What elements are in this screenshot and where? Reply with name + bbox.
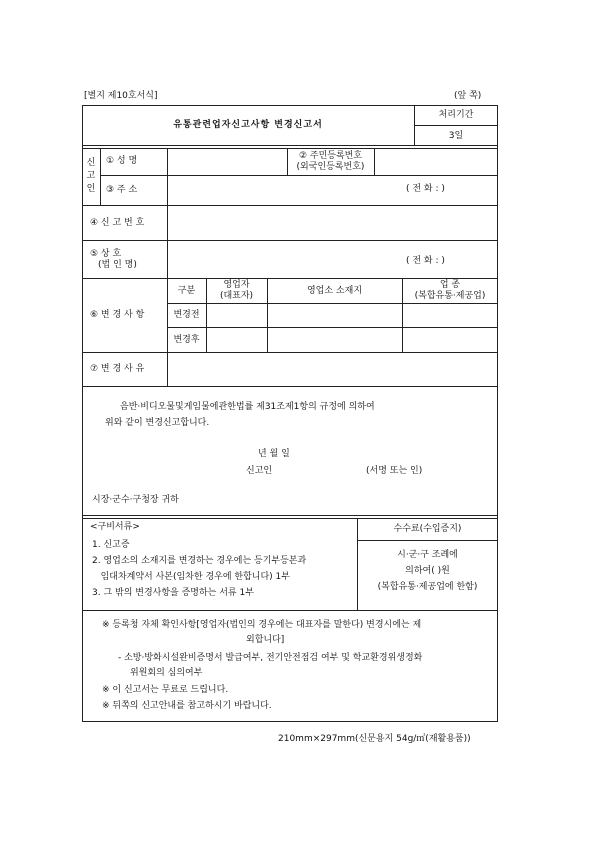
changes-header-business-type: 업 종 (복합유통·제공업) (414, 280, 486, 301)
address-label: ③ 주 소 (106, 185, 138, 195)
changes-header-category: 구분 (177, 285, 196, 296)
form-title: 유통관련업자신고사항 변경신고서 (173, 120, 323, 130)
address-phone: ( 전 화 : ) (406, 184, 445, 194)
document-item-1: 1. 신고증 (92, 540, 130, 550)
fee-line-2: 의하여( )원 (405, 566, 450, 576)
note-verification-cont: 외합니다] (246, 635, 285, 645)
declaration-line-1: 음반·비디오물및게임물에관한법률 제31조제1항의 규정에 의하여 (120, 402, 375, 412)
addressee: 시장·군수·구청장 귀하 (92, 495, 179, 505)
note-verification-item: - 소방·방화시설완비증명서 발급여부, 전기안전점검 여부 및 학교환경위생정화 (118, 653, 423, 663)
paper-spec: 210mm×297mm(신문용지 54g/㎡(재활용품)) (278, 734, 471, 744)
name-label: ① 성 명 (106, 156, 138, 166)
note-verification-item-cont: 위원회의 심의여부 (130, 668, 203, 678)
change-reason-label: ⑦ 변 경 사 유 (90, 364, 145, 374)
document-item-2: 2. 영업소의 소재지를 변경하는 경우에는 등기부등본과 (92, 556, 307, 566)
changes-header-location: 영업소 소재지 (306, 285, 363, 296)
fee-title: 수수료(수입증지) (393, 523, 462, 534)
id-number-label: ② 주민등록번호 (외국인등록번호) (296, 150, 365, 172)
changes-label: ⑥ 변 경 사 항 (90, 310, 145, 320)
report-number-label: ④ 신 고 번 호 (90, 217, 145, 228)
changes-header-operator: 영업자 (대표자) (219, 280, 254, 301)
note-free-form: ※ 이 신고서는 무료로 드립니다. (102, 685, 229, 695)
processing-period-label: 처리기간 (438, 110, 474, 120)
trade-name-label: ⑤ 상 호 (법 인 명) (90, 248, 137, 270)
page-side: (앞 쪽) (454, 91, 482, 101)
fee-line-1: 시·군·구 조례에 (397, 550, 458, 560)
signature-label: (서명 또는 인) (366, 466, 423, 476)
document-item-4: 3. 그 밖의 변경사항을 증명하는 서류 1부 (92, 588, 254, 598)
reporter-group-label: 신 고 인 (86, 158, 96, 194)
document-item-3: 임대차계약서 사본(임차한 경우에 한합니다) 1부 (92, 572, 290, 582)
declaration-reporter: 신고인 (246, 466, 273, 476)
note-see-back: ※ 뒤쪽의 신고안내를 참고하시기 바랍니다. (102, 701, 272, 711)
fee-line-3: (복합유통·제공업에 한함) (377, 582, 478, 592)
changes-row-after: 변경후 (173, 334, 200, 345)
documents-title: <구비서류> (90, 522, 140, 532)
processing-period-value: 3일 (448, 130, 464, 141)
declaration-line-2: 위와 같이 변경신고합니다. (105, 418, 210, 428)
form-number: [별지 제10호서식] (84, 91, 158, 101)
declaration-date: 년 월 일 (258, 449, 290, 459)
note-verification: ※ 등록청 자체 확인사항[영업자(법인의 경우에는 대표자를 말한다) 변경시에는 제 (102, 620, 422, 630)
trade-name-phone: ( 전 화 : ) (406, 256, 445, 266)
changes-row-before: 변경전 (173, 310, 200, 320)
